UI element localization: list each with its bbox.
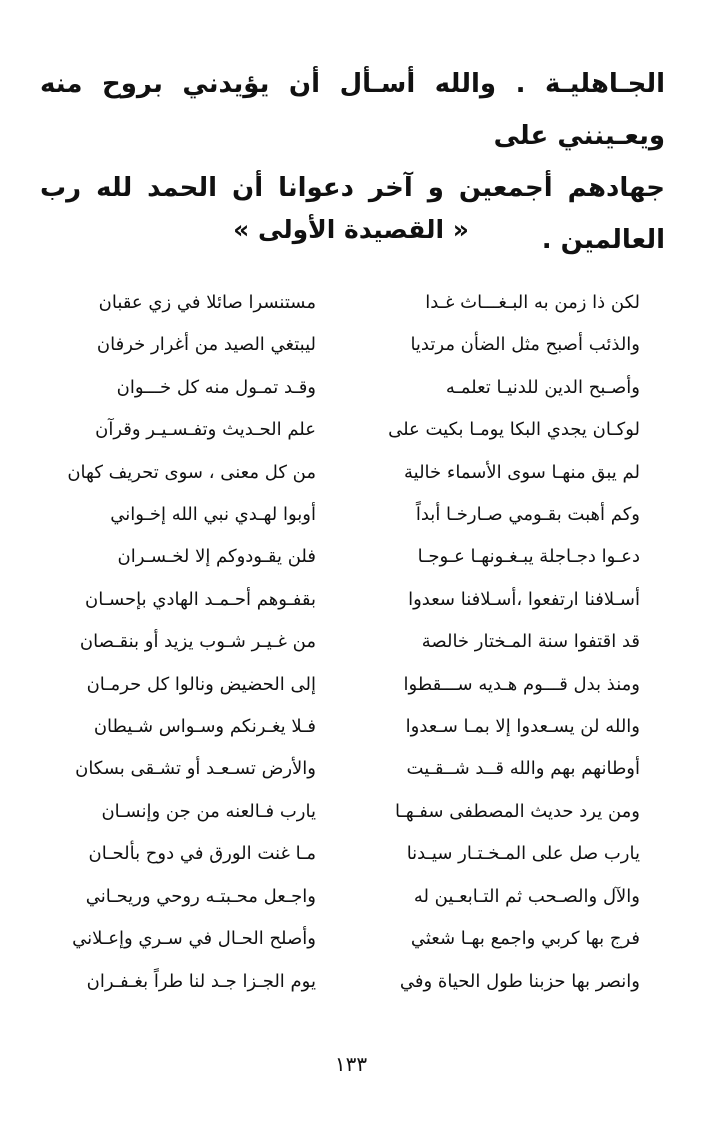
verse-first-half: ومن يرد حديث المصطفى سفـهـا: [394, 800, 640, 822]
verse-first-half: والله لن يسـعدوا إلا بمـا سـعدوا: [405, 716, 640, 738]
verse-second-half: بقفـوهم أحـمـد الهادي بإحسـان: [85, 588, 316, 610]
verse-second-half: من غـيـر شـوب يزيد أو بنقـصان: [79, 631, 316, 653]
verse-first-half: وانصر بها حزبنا طول الحياة وفي: [399, 970, 640, 992]
verse-first-half: والآل والصـحب ثم التـابعـين له: [413, 885, 640, 907]
verse-second-half: واجـعل محـبتـه روحي وريحـاني: [85, 885, 316, 907]
verse-second-half: أوبوا لهـدي نبي الله إخـواني: [110, 504, 316, 526]
verse-second-half: ليبتغي الصيد من أغرار خرفان: [96, 334, 316, 356]
verse-first-half: وأصـبح الدين للدنيـا تعلمـه: [445, 376, 640, 398]
verse-second-half: علم الحـديث وتفـسـيـر وقرآن: [95, 419, 316, 441]
verse-second-half: والأرض تسـعـد أو تشـقى بسكان: [75, 758, 316, 780]
intro-line: الجـاهليـة . والله أسـأل أن يؤيدني بروح منه ويعـينني على: [40, 69, 665, 151]
verse-first-half: لوكـان يجدي البكا يومـا بكيت على: [388, 419, 640, 441]
verse-first-half: لم يبق منهـا سوى الأسماء خالية: [403, 461, 640, 483]
verse-first-half: قد اقتفوا سنة المـختار خالصة: [421, 631, 640, 653]
verse-first-half: فرج بها كربي واجمع بهـا شعثي: [410, 928, 640, 950]
verse-first-half: دعـوا دجـاجلة يبـغـونهـا عـوجـا: [417, 546, 640, 568]
verse-second-half: مـا غنت الورق في دوح بألحـان: [88, 843, 316, 865]
verse-second-half: وقـد تمـول منه كل خـــوان: [116, 376, 316, 398]
intro-line: جهادهم أجمعين و آخر دعوانا أن الحمد لله رب العالمين .: [40, 173, 665, 255]
verse-first-half: ومنذ بدل قـــوم هـديه ســـقطوا: [403, 673, 640, 695]
poem-title: « القصيدة الأولى »: [233, 215, 469, 244]
page-number: ١٣٣: [334, 1052, 368, 1076]
verse-second-half: من كل معنى ، سوى تحريف كهان: [67, 461, 316, 483]
verse-second-half: يارب فـالعنه من جن وإنسـان: [101, 800, 316, 822]
verse-second-half: يوم الجـزا جـد لنا طراً بغـفـران: [86, 970, 316, 992]
verse-first-half: لكن ذا زمن به البـغـــاث غـدا: [425, 292, 640, 313]
second-hemistich-column: [36, 282, 316, 1003]
verse-first-half: يارب صل على المـخـتـار سيـدنا: [406, 843, 640, 865]
verse-first-half: أوطانهم بهم والله قــد شــقـيت: [406, 758, 640, 780]
verse-second-half: إلى الحضيض ونالوا كل حرمـان: [86, 673, 316, 695]
verse-first-half: والذئب أصبح مثل الضأن مرتديا: [410, 334, 640, 356]
verse-second-half: فلن يقـودوكم إلا لخـسـران: [117, 546, 316, 568]
verse-second-half: فـلا يغـرنكم وسـواس شـيطان: [93, 716, 316, 738]
verse-first-half: وكم أهبت بقـومي صـارخـا أبداً: [415, 504, 640, 526]
verse-second-half: وأصلح الحـال في سـري وإعـلاني: [72, 928, 316, 950]
verse-second-half: مستنسرا صائلا في زي عقبان: [98, 292, 316, 313]
verse-first-half: أسـلافنا ارتفعوا ،أسـلافنا سعدوا: [408, 588, 640, 610]
first-hemistich-column: [360, 282, 640, 1003]
